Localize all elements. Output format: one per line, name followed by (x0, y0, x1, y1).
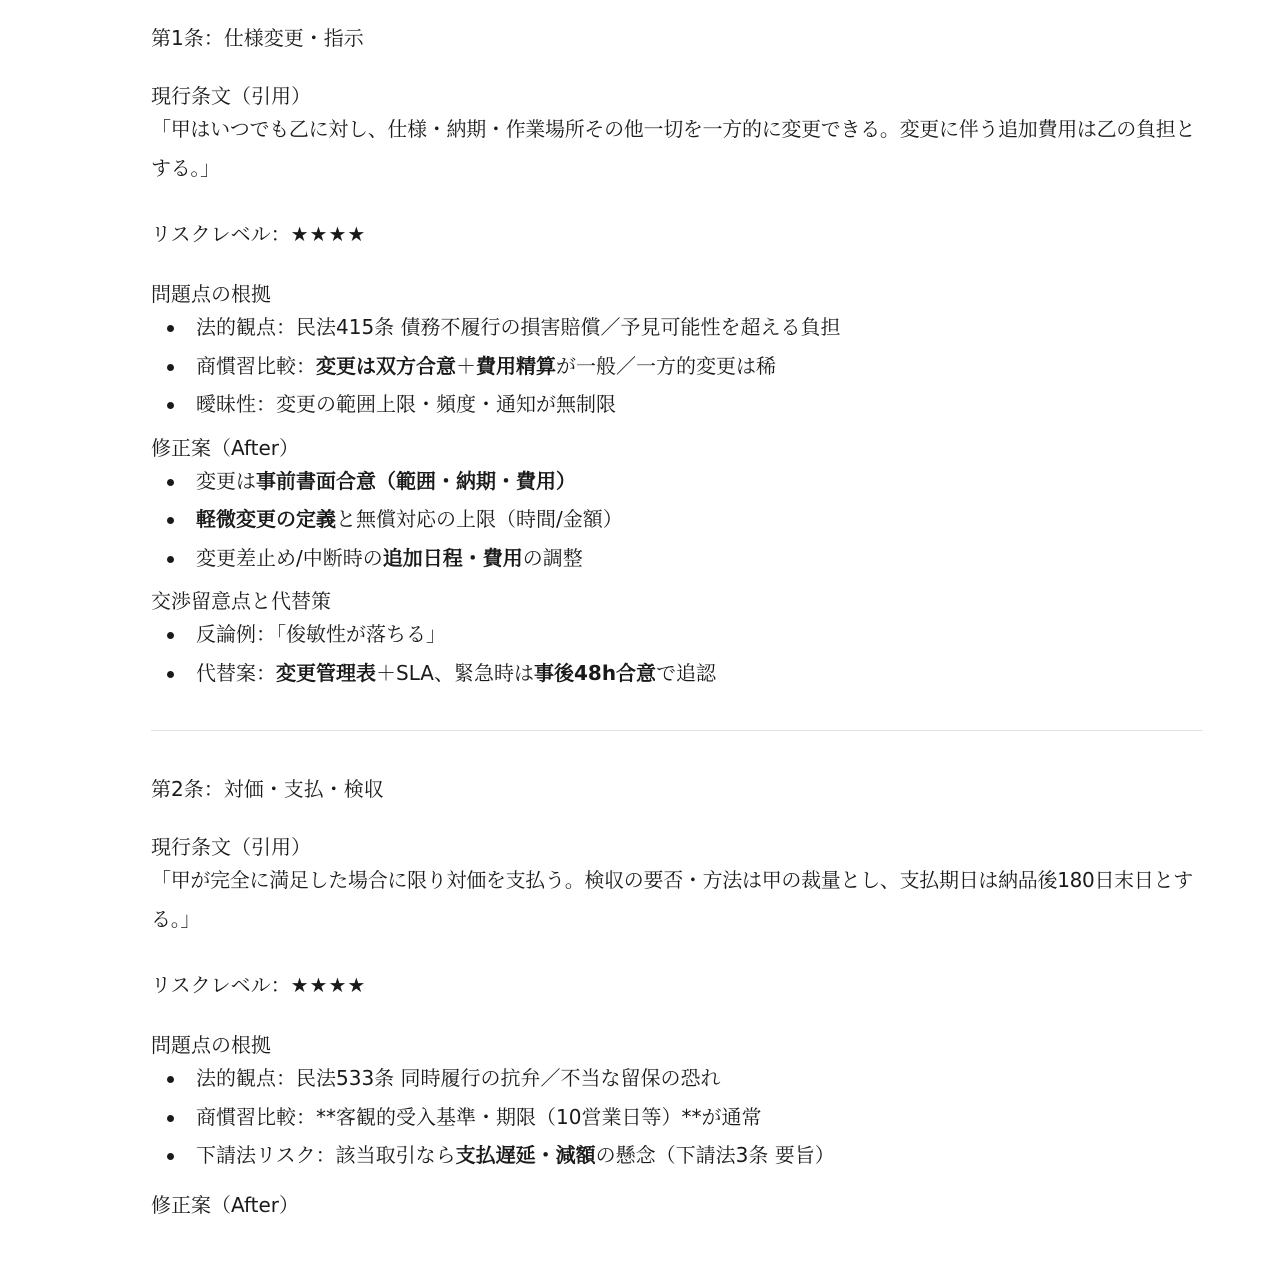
item-text: 曖昧性：変更の範囲上限・頻度・通知が無制限 (196, 392, 616, 416)
after-list (151, 462, 1203, 578)
bullet-icon (167, 364, 174, 371)
bullet-icon (167, 671, 174, 678)
bold-text: 変更は双方合意 (316, 353, 456, 378)
item-text: ＋SLA、緊急時は (376, 660, 534, 685)
risk-stars: ★★★★ (290, 973, 367, 997)
item-text: ＋ (456, 353, 476, 378)
quote-label: 現行条文（引用） (151, 84, 311, 108)
item-text: が一般／一方的変更は稀 (556, 353, 776, 378)
risk-level (151, 220, 1203, 248)
risk-label: リスクレベル： (151, 973, 291, 997)
list-item (151, 539, 1203, 578)
article-title: 第1条：仕様変更・指示 (151, 26, 364, 50)
issues-list (151, 308, 1203, 424)
article-title: 第2条：対価・支払・検収 (151, 777, 384, 801)
risk-label: リスクレベル： (151, 222, 291, 246)
list-item (151, 347, 1203, 386)
after-label: 修正案（After） (151, 435, 300, 460)
list-item (151, 615, 1203, 654)
risk-stars: ★★★★ (290, 222, 367, 246)
quote-text: 「甲はいつでも乙に対し、仕様・納期・作業場所その他一切を一方的に変更できる。変更に伴う追加費用は乙の負担とする。」 (151, 117, 1196, 180)
list-item (151, 1059, 1203, 1098)
bullet-icon (167, 402, 174, 409)
bold-text: 軽微変更の定義 (196, 507, 336, 531)
bold-text: 事後48h合意 (533, 660, 657, 685)
list-item (151, 308, 1203, 347)
list-item (151, 1136, 1203, 1175)
bold-text: 支払遅延・減額 (455, 1143, 596, 1167)
item-text: 下請法リスク：該当取引なら (196, 1143, 456, 1167)
negotiation-label: 交渉留意点と代替策 (151, 589, 331, 613)
bullet-icon (167, 632, 174, 639)
list-item (151, 462, 1203, 501)
item-text: の懸念（下請法3条 要旨） (595, 1143, 835, 1167)
bullet-icon (167, 1153, 174, 1160)
bullet-icon (167, 479, 174, 486)
negotiation-list (151, 615, 1203, 692)
bold-text: 変更管理表 (276, 660, 376, 685)
quote-label: 現行条文（引用） (151, 835, 311, 859)
document-page (151, 0, 1203, 1239)
article-1 (151, 0, 1203, 692)
list-item (151, 500, 1203, 539)
item-text: 商慣習比較： (196, 353, 316, 378)
bullet-icon (167, 1076, 174, 1083)
item-text: 法的観点：民法415条 債務不履行の損害賠償／予見可能性を超える負担 (196, 315, 841, 339)
item-text: 法的観点：民法533条 同時履行の抗弁／不当な留保の恐れ (196, 1066, 721, 1090)
bold-text: 追加日程・費用 (382, 545, 523, 570)
item-text: と無償対応の上限（時間/金額） (336, 507, 623, 531)
list-item (151, 654, 1203, 693)
item-text: 変更は (196, 468, 256, 493)
issues-label: 問題点の根拠 (151, 1033, 271, 1057)
item-text: 反論例：「俊敏性が落ちる」 (196, 622, 446, 646)
bullet-icon (167, 517, 174, 524)
bold-text: 費用精算 (476, 353, 556, 378)
item-text: 商慣習比較：**客観的受入基準・期限（10営業日等）**が通常 (196, 1104, 762, 1129)
list-item (151, 385, 1203, 424)
bullet-icon (167, 556, 174, 563)
quote-text: 「甲が完全に満足した場合に限り対価を支払う。検収の要否・方法は甲の裁量とし、支払期日は納品後180日末日とする。」 (151, 868, 1193, 931)
bold-text: 事前書面合意（範囲・納期・費用） (256, 468, 576, 493)
bullet-icon (167, 325, 174, 332)
article-2 (151, 731, 1203, 1219)
item-text: で追認 (656, 660, 717, 685)
issues-list (151, 1059, 1203, 1175)
item-text: 代替案： (196, 660, 276, 685)
risk-level (151, 971, 1203, 999)
list-item (151, 1098, 1203, 1137)
item-text: 変更差止め/中断時の (196, 545, 383, 570)
issues-label: 問題点の根拠 (151, 282, 271, 306)
bullet-icon (167, 1115, 174, 1122)
item-text: の調整 (522, 545, 583, 570)
after-label: 修正案（After） (151, 1192, 300, 1217)
